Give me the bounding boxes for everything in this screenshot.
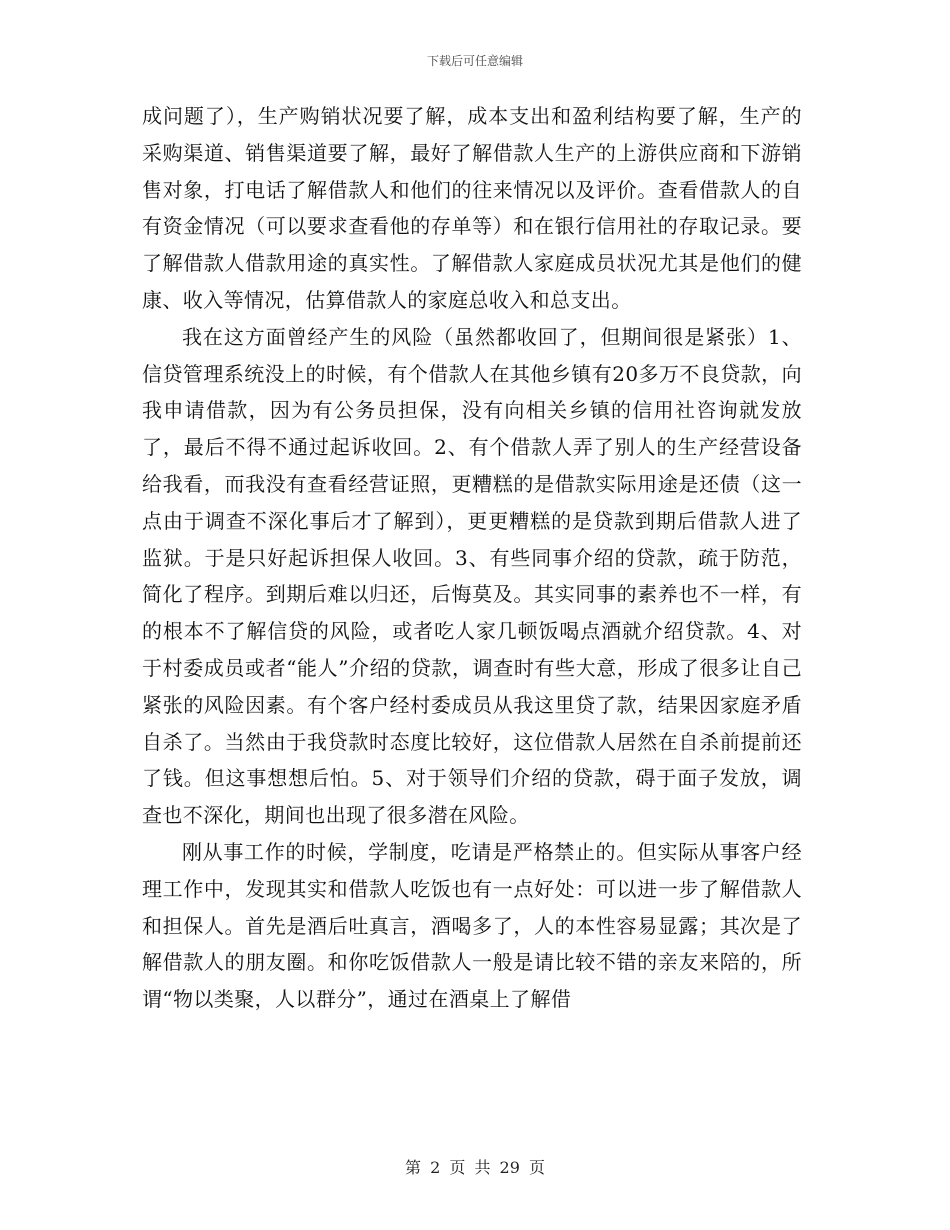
paragraph-1: 成问题了），生产购销状况要了解，成本支出和盈利结构要了解，生产的采购渠道、销售渠道要了解，最好了解借款人生产的上游供应商和下游销售对象，打电话了解借款人和他们的往来情况以及评价。查看借款人的自有资金情况（可以要求查看他的存单等）和在银行信用社的存取记录。要了解借款人借款用途的真实性。了解借款人家庭成员状况尤其是他们的健康、收入等情况，估算借款人的家庭总收入和总支出。	[142, 104, 802, 312]
paragraph-3: 刚从事工作的时候，学制度，吃请是严格禁止的。但实际从事客户经理工作中，发现其实和借款人吃饭也有一点好处：可以进一步了解借款人和担保人。首先是酒后吐真言，酒喝多了，人的本性容易显露；其次是了解借款人的朋友圈。和你吃饭借款人一般是请比较不错的亲友来陪的，所谓“物以类聚，人以群分”，通过在酒桌上了解借	[142, 839, 802, 1012]
paragraph-2: 我在这方面曾经产生的风险（虽然都收回了，但期间很是紧张）1、信贷管理系统没上的时候，有个借款人在其他乡镇有20多万不良贷款，向我申请借款，因为有公务员担保，没有向相关乡镇的信用社咨询就发放了，最后不得不通过起诉收回。2、有个借款人弄了别人的生产经营设备给我看，而我没有查看经营证照，更糟糕的是借款实际用途是还债（这一点由于调查不深化事后才了解到），更更糟糕的是贷款到期后借款人进了监狱。于是只好起诉担保人收回。3、有些同事介绍的贷款，疏于防范，简化了程序。到期后难以归还，后悔莫及。其实同事的素养也不一样，有的根本不了解信贷的风险，或者吃人家几顿饭喝点酒就介绍贷款。4、对于村委成员或者“能人”介绍的贷款，调查时有些大意，形成了很多让自己紧张的风险因素。有个客户经村委成员从我这里贷了款，结果因家庭矛盾自杀了。当然由于我贷款时态度比较好，这位借款人居然在自杀前提前还了钱。但这事想想后怕。5、对于领导们介绍的贷款，碍于面子发放，调查也不深化，期间也出现了很多潜在风险。	[142, 324, 802, 828]
document-body	[142, 98, 802, 1018]
page-number-footer: 第 2 页 共 29 页	[405, 1158, 545, 1177]
page-header: 下载后可任意编辑	[426, 54, 523, 68]
